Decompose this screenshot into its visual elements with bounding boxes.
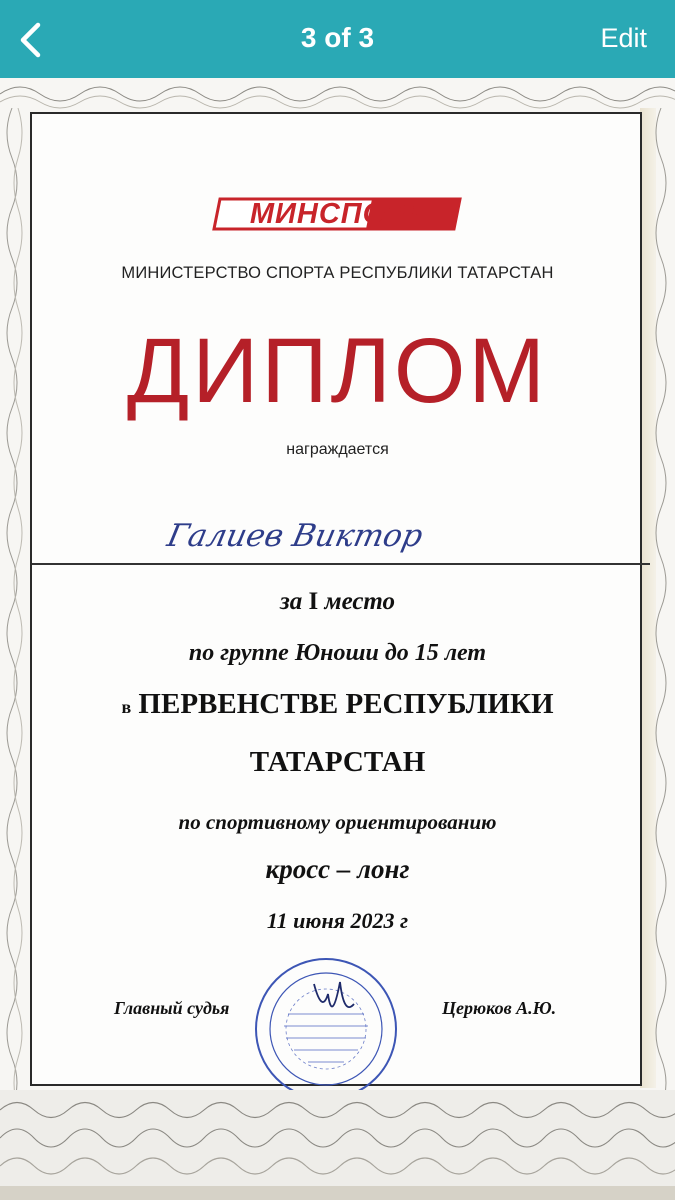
chief-judge-label: Главный судья <box>114 998 230 1018</box>
group-line: по группе Юноши до 15 лет <box>188 640 487 666</box>
place-number: I <box>308 588 319 615</box>
edit-button[interactable]: Edit <box>600 23 647 53</box>
ornament-border-top <box>0 78 675 110</box>
place-line <box>0 588 675 616</box>
recipient-name: Галиев Виктор <box>164 518 426 554</box>
place-prefix: за <box>279 588 303 615</box>
page-counter: 3 of 3 <box>300 22 375 53</box>
awarded-text: награждается <box>286 441 389 458</box>
place-suffix: место <box>324 588 396 615</box>
ministry-name: МИНИСТЕРСТВО СПОРТА РЕСПУБЛИКИ ТАТАРСТАН <box>121 264 554 282</box>
ornament-border-bottom <box>0 1090 675 1200</box>
chief-judge-name: Церюков А.Ю. <box>442 998 557 1018</box>
championship-text: ПЕРВЕНСТВЕ РЕСПУБЛИКИ <box>138 688 554 720</box>
logo-text: МИНСПОРТ <box>249 197 425 230</box>
championship-line <box>0 688 675 721</box>
name-underline <box>32 563 650 565</box>
championship-prefix: в <box>121 697 132 717</box>
official-stamp <box>236 954 416 1104</box>
diploma-title: ДИПЛОМ <box>126 320 549 422</box>
region-line: ТАТАРСТАН <box>249 746 426 778</box>
discipline-line: кросс – лонг <box>265 854 410 884</box>
date-line: 11 июня 2023 г <box>266 908 409 933</box>
sport-line: по спортивному ориентированию <box>178 810 497 834</box>
minsport-logo <box>212 196 462 232</box>
top-nav-bar <box>0 0 675 78</box>
diploma-photo[interactable] <box>0 78 675 1200</box>
